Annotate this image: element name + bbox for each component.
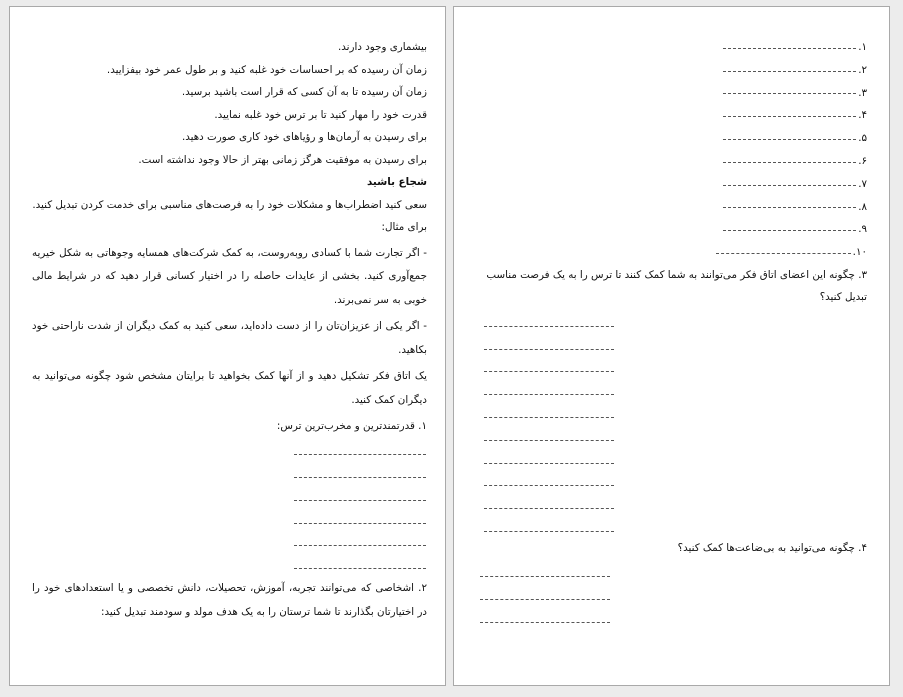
- paragraph: بیشماری وجود دارند.: [337, 41, 427, 53]
- numbered-answer-row[interactable]: [476, 241, 867, 264]
- paragraph: برای رسیدن به موفقیت هرگز زمانی بهتر از حالا وجود نداشته است.: [138, 153, 427, 166]
- answer-line[interactable]: [32, 551, 427, 574]
- row-number: ۸.: [858, 200, 867, 213]
- answer-lines-question-4: [476, 559, 867, 627]
- question-2: ۲. اشخاصی که می‌توانند تجربه، آموزش، تحصیلات، دانش تخصصی و یا استعدادهای خود را در اختیارتان بگذارند تا شما ترستان را به یک هدف مولد و سودمند تبدیل کنید:: [32, 582, 427, 618]
- answer-line[interactable]: [480, 446, 867, 469]
- page-left-content: [32, 36, 427, 624]
- answer-line[interactable]: [476, 582, 867, 605]
- row-number: ۳.: [858, 86, 867, 99]
- paragraph: زمان آن رسیده تا به آن کسی که قرار است باشید برسید.: [181, 86, 427, 98]
- numbered-answer-row[interactable]: [476, 196, 867, 219]
- question-3: ۳. چگونه این اعضای اتاق فکر می‌توانند به شما کمک کنند تا ترس را به یک فرصت مناسب تبدیل کنید؟: [486, 268, 867, 304]
- answer-line[interactable]: [480, 514, 867, 537]
- paragraph: زمان آن رسیده که بر احساسات خود غلبه کنید و بر طول عمر خود بیفزایید.: [106, 63, 427, 76]
- answer-lines-question-3: [476, 309, 867, 537]
- row-number: ۱۰.: [852, 246, 867, 259]
- answer-line[interactable]: [480, 355, 867, 378]
- answer-line: [723, 139, 856, 140]
- answer-line[interactable]: [32, 438, 427, 461]
- row-number: ۲.: [858, 63, 867, 76]
- numbered-answer-row[interactable]: [476, 59, 867, 82]
- paragraph: یک اتاق فکر تشکیل دهید و از آنها کمک بخواهید تا برایتان مشخص شود چگونه می‌توانید به دیگران کمک کنید.: [32, 370, 427, 406]
- example-label: برای مثال:: [381, 221, 427, 233]
- answer-line: [723, 162, 856, 163]
- answer-line[interactable]: [32, 483, 427, 506]
- answer-line[interactable]: [480, 400, 867, 423]
- numbered-answer-row[interactable]: [476, 82, 867, 105]
- answer-line[interactable]: [480, 377, 867, 400]
- paragraph: قدرت خود را مهار کنید تا بر ترس خود غلبه نمایید.: [214, 108, 427, 121]
- answer-line[interactable]: [480, 491, 867, 514]
- example-paragraph: - اگر یکی از عزیزان‌تان را از دست داده‌اید، سعی کنید به کمک دیگران از شدت ناراحتی خود بکاهید.: [32, 320, 427, 356]
- numbered-answer-row[interactable]: [476, 104, 867, 127]
- answer-line: [716, 253, 851, 254]
- answer-line[interactable]: [480, 469, 867, 492]
- row-number: ۵.: [858, 132, 867, 145]
- answer-lines-question-1: [32, 438, 427, 575]
- page-right: [453, 6, 890, 686]
- answer-line[interactable]: [32, 506, 427, 529]
- numbered-answer-row[interactable]: [476, 150, 867, 173]
- numbered-answer-row[interactable]: [476, 173, 867, 196]
- row-number: ۷.: [858, 177, 867, 190]
- numbered-answer-row[interactable]: [476, 127, 867, 150]
- answer-line[interactable]: [480, 309, 867, 332]
- question-4: ۴. چگونه می‌توانید به بی‌ضاعت‌ها کمک کنید؟: [677, 541, 867, 554]
- row-number: ۹.: [858, 223, 867, 236]
- numbered-answer-row[interactable]: [476, 218, 867, 241]
- page-right-content: [476, 36, 867, 628]
- answer-line[interactable]: [476, 559, 867, 582]
- row-number: ۶.: [858, 154, 867, 167]
- numbered-answer-row[interactable]: [476, 36, 867, 59]
- answer-line: [723, 116, 856, 117]
- example-paragraph: - اگر تجارت شما با کسادی روبه‌روست، به کمک شرکت‌های همسایه وجوهاتی به شکل خیریه جمع‌آوری کنید. بخشی از عایدات حاصله را در اختیار کسانی قرار دهید که در شرایط مالی خوبی به سر نمی‌برند.: [32, 246, 427, 306]
- answer-line: [723, 71, 856, 72]
- answer-line[interactable]: [480, 332, 867, 355]
- question-1: ۱. قدرتمندترین و مخرب‌ترین ترس:: [276, 420, 427, 432]
- answer-line: [723, 48, 856, 49]
- paragraph: سعی کنید اضطراب‌ها و مشکلات خود را به فرصت‌های مناسبی برای خدمت کردن تبدیل کنید.: [32, 198, 427, 211]
- answer-line: [723, 230, 856, 231]
- row-number: ۱.: [858, 41, 867, 53]
- answer-line: [723, 207, 856, 208]
- page-left: [9, 6, 446, 686]
- answer-line[interactable]: [476, 605, 867, 628]
- paragraph: برای رسیدن به آرمان‌ها و رؤیاهای خود کاری صورت دهید.: [181, 131, 427, 143]
- answer-line[interactable]: [480, 423, 867, 446]
- answer-line[interactable]: [32, 529, 427, 552]
- answer-line: [723, 93, 856, 94]
- row-number: ۴.: [858, 109, 867, 122]
- section-heading: شجاع باشید: [366, 176, 427, 188]
- answer-line[interactable]: [32, 460, 427, 483]
- answer-line: [723, 185, 856, 186]
